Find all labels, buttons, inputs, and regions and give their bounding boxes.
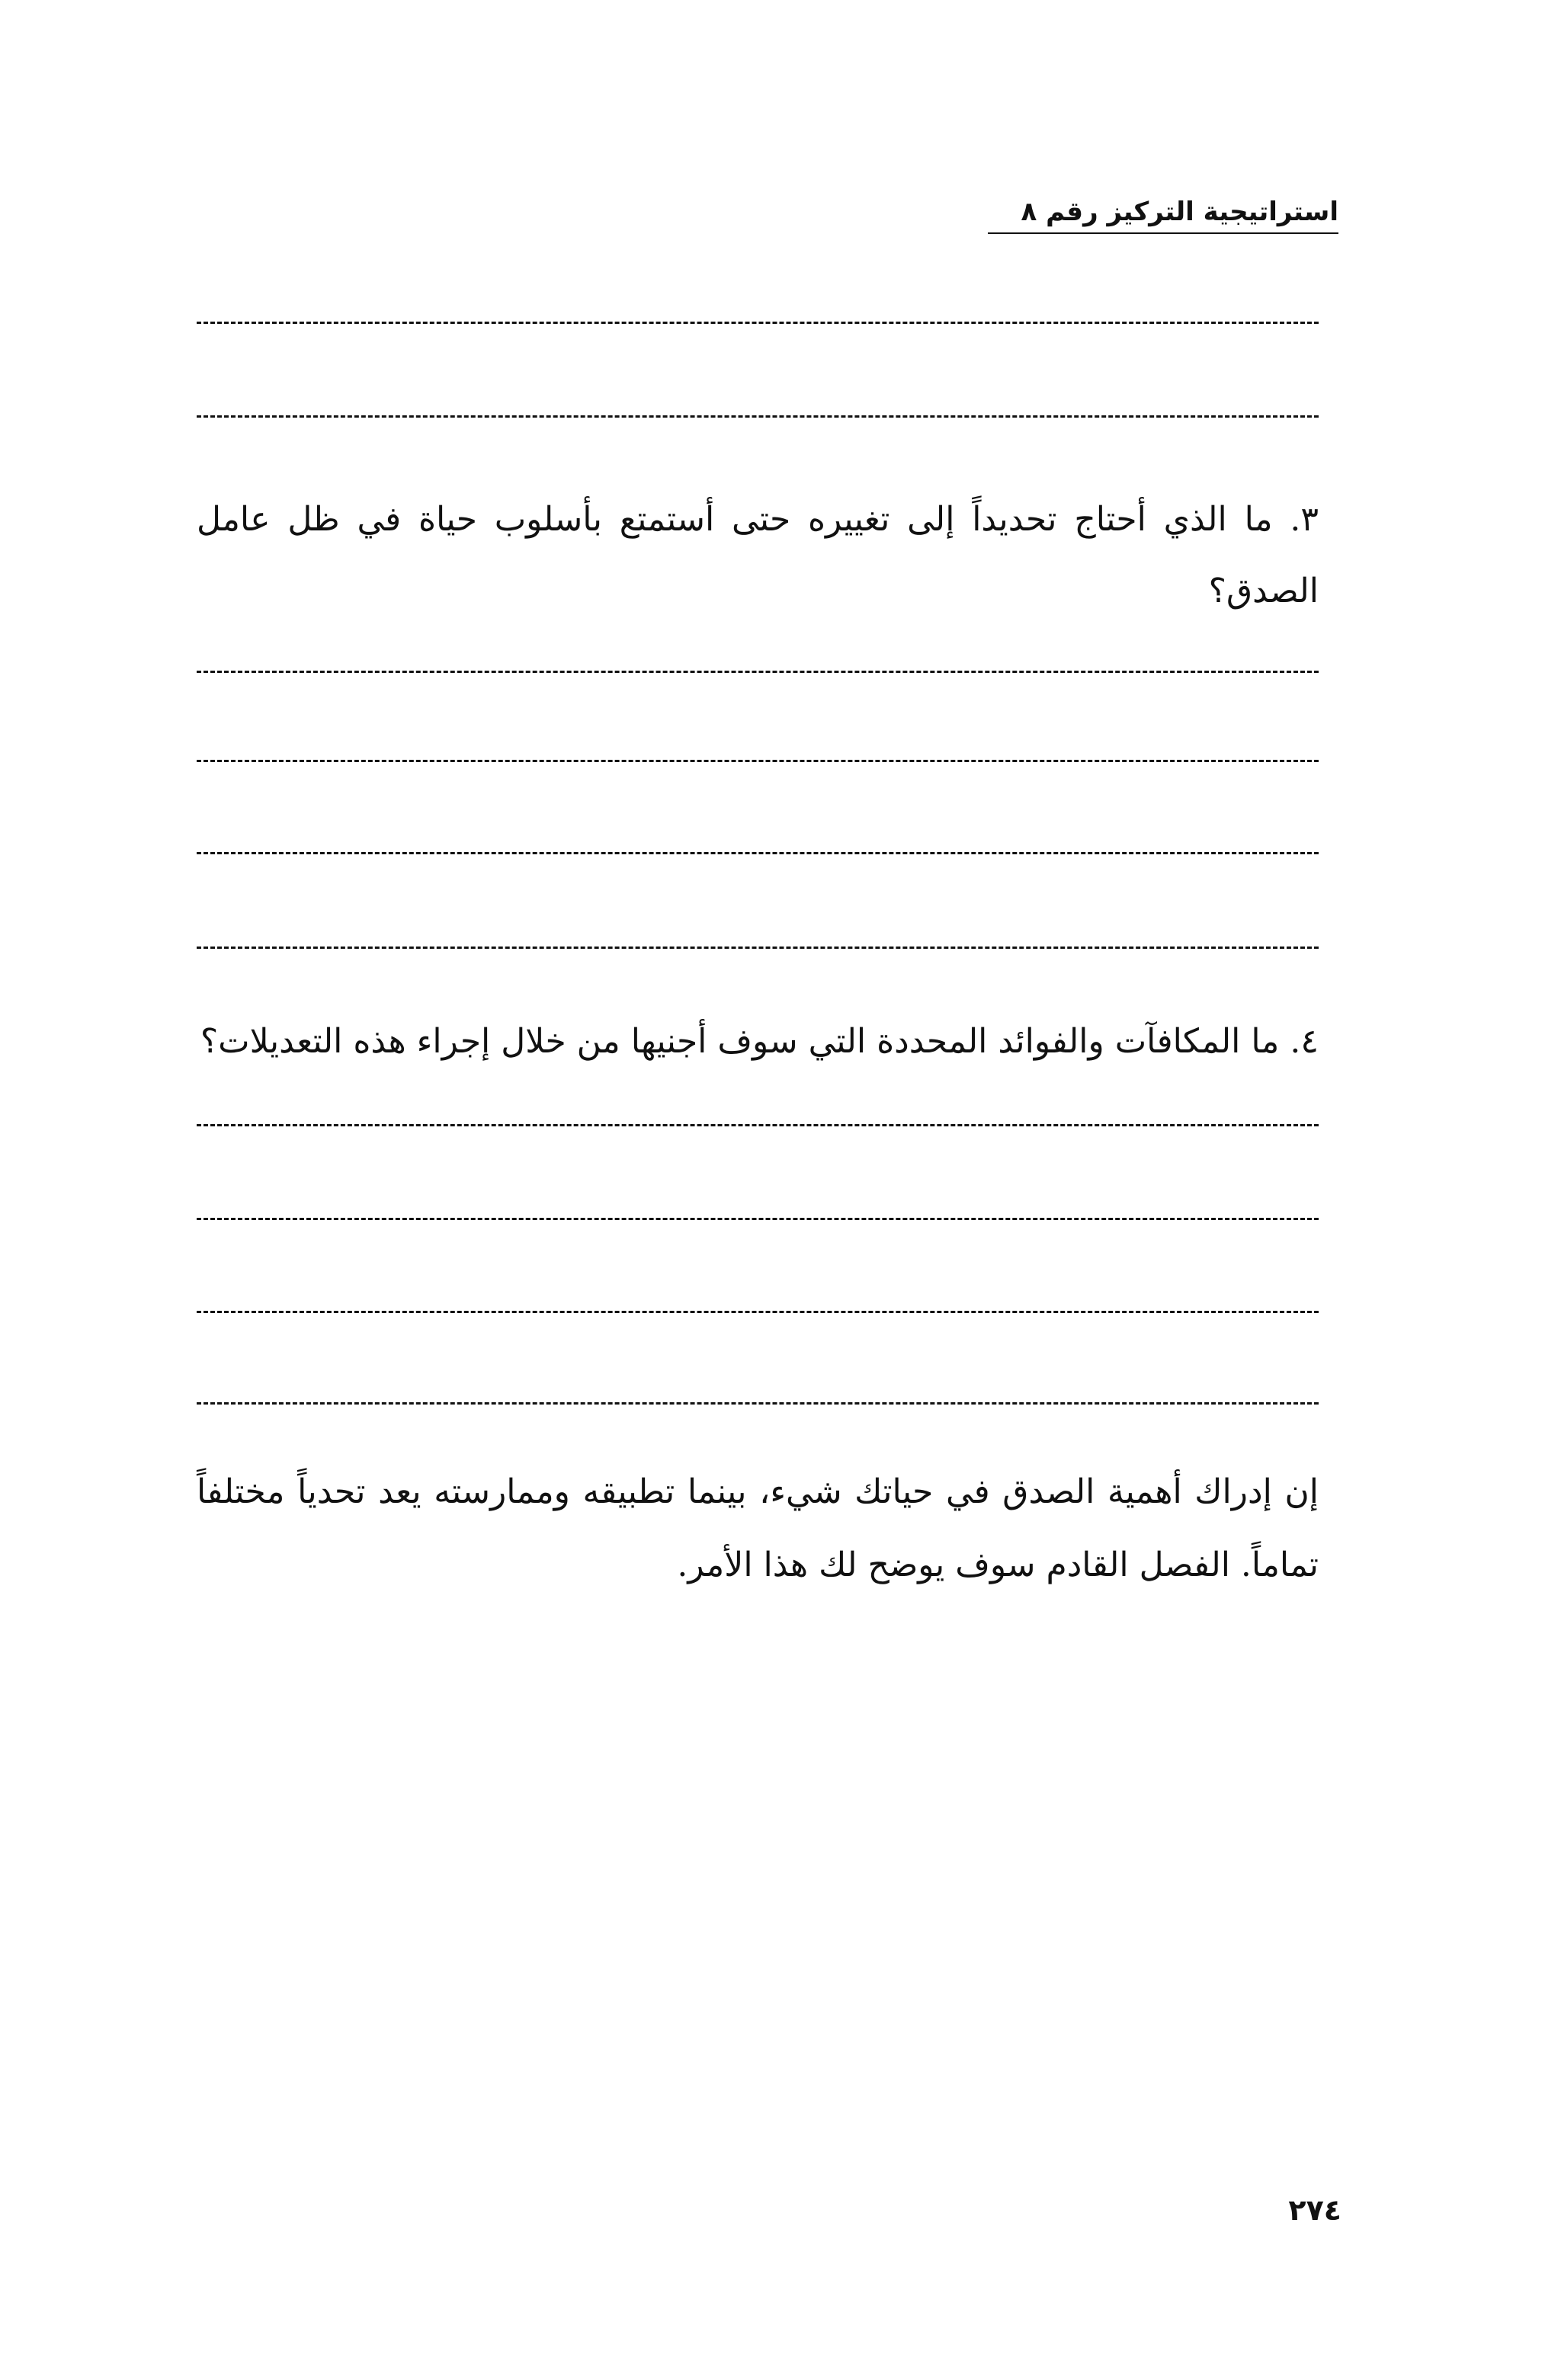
question-3-text: ما الذي أحتاج تحديداً إلى تغييره حتى أستمتع بأسلوب حياة في ظل عامل الصدق؟: [197, 500, 1319, 610]
question-4: [197, 1006, 1319, 1078]
answer-line[interactable]: [197, 1218, 1319, 1220]
question-4-text: ما المكافآت والفوائد المحددة التي سوف أجنيها من خلال إجراء هذه التعديلات؟: [200, 1022, 1280, 1061]
answer-line[interactable]: [197, 415, 1319, 418]
question-3-number: ٣.: [1290, 500, 1319, 539]
answer-line[interactable]: [197, 1124, 1319, 1126]
running-header: استراتيجية التركيز رقم ٨: [1021, 197, 1338, 227]
answer-line[interactable]: [197, 671, 1319, 673]
answer-line[interactable]: [197, 947, 1319, 949]
page-number: ٢٧٤: [1288, 2193, 1341, 2227]
answer-line[interactable]: [197, 852, 1319, 854]
answer-line[interactable]: [197, 1311, 1319, 1313]
header-underline: [988, 232, 1338, 234]
question-4-number: ٤.: [1290, 1022, 1319, 1061]
closing-paragraph: إن إدراك أهمية الصدق في حياتك شيء، بينما تطبيقه وممارسته يعد تحدياً مختلفاً تماماً. الفصل القادم سوف يوضح لك هذا الأمر.: [197, 1472, 1319, 1584]
answer-line[interactable]: [197, 1402, 1319, 1405]
question-3: [197, 484, 1319, 627]
answer-line[interactable]: [197, 760, 1319, 762]
answer-line[interactable]: [197, 322, 1319, 324]
